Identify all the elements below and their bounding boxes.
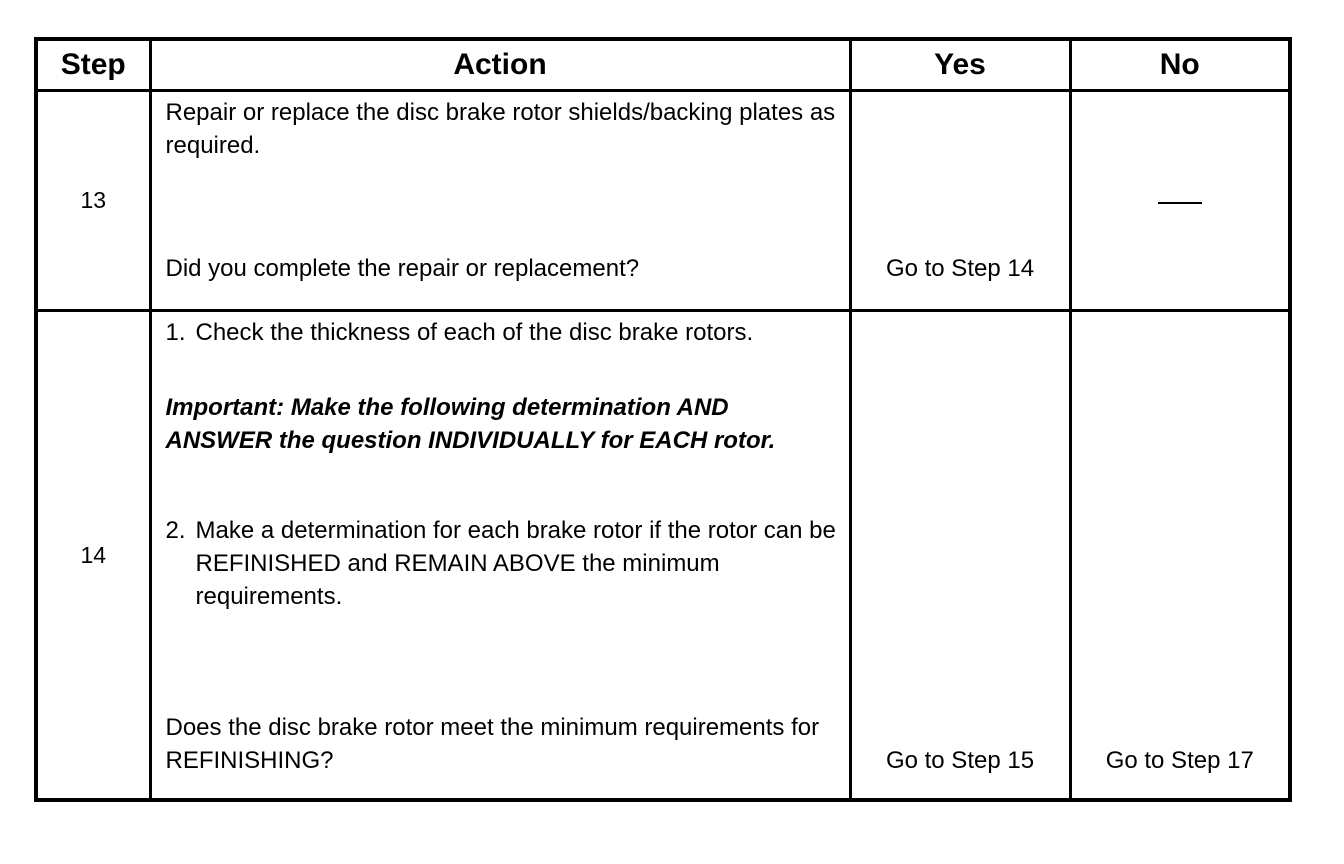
header-yes: Yes xyxy=(850,39,1070,91)
action-cell xyxy=(150,91,850,311)
no-result: Go to Step 17 xyxy=(1105,747,1254,775)
table-row-step-13 xyxy=(36,91,1290,311)
important-note: Important: Make the following determination AND ANSWER the question INDIVIDUALLY for EACH rotor. xyxy=(165,394,776,455)
yes-cell xyxy=(850,91,1070,311)
no-result-dash xyxy=(1158,202,1202,204)
action-question: Does the disc brake rotor meet the minimum requirements for REFINISHING? xyxy=(165,714,820,775)
numbered-step-1 xyxy=(166,316,837,349)
diagnostic-table xyxy=(34,37,1292,802)
header-row xyxy=(36,39,1290,91)
step-1-text: Check the thickness of each of the disc brake rotors. xyxy=(195,319,754,347)
yes-result: Go to Step 15 xyxy=(885,747,1035,775)
action-cell xyxy=(150,311,850,800)
step-number: 13 xyxy=(36,91,150,311)
action-text: Repair or replace the disc brake rotor shields/backing plates as required. xyxy=(165,99,836,159)
no-cell xyxy=(1070,311,1290,800)
yes-cell xyxy=(850,311,1070,800)
header-no: No xyxy=(1070,39,1290,91)
header-step: Step xyxy=(36,39,150,91)
action-question: Did you complete the repair or replacement? xyxy=(165,255,640,282)
table-row-step-14 xyxy=(36,311,1290,800)
numbered-step-2 xyxy=(166,514,837,613)
step-2-number: 2. xyxy=(165,517,186,545)
no-cell xyxy=(1070,91,1290,311)
header-action: Action xyxy=(150,39,850,91)
yes-result: Go to Step 14 xyxy=(885,255,1035,282)
step-number: 14 xyxy=(36,311,150,800)
step-2-text: Make a determination for each brake rotor if the rotor can be REFINISHED and REMAIN ABOVE the minimum requirements. xyxy=(195,517,836,611)
step-1-number: 1. xyxy=(165,319,186,347)
